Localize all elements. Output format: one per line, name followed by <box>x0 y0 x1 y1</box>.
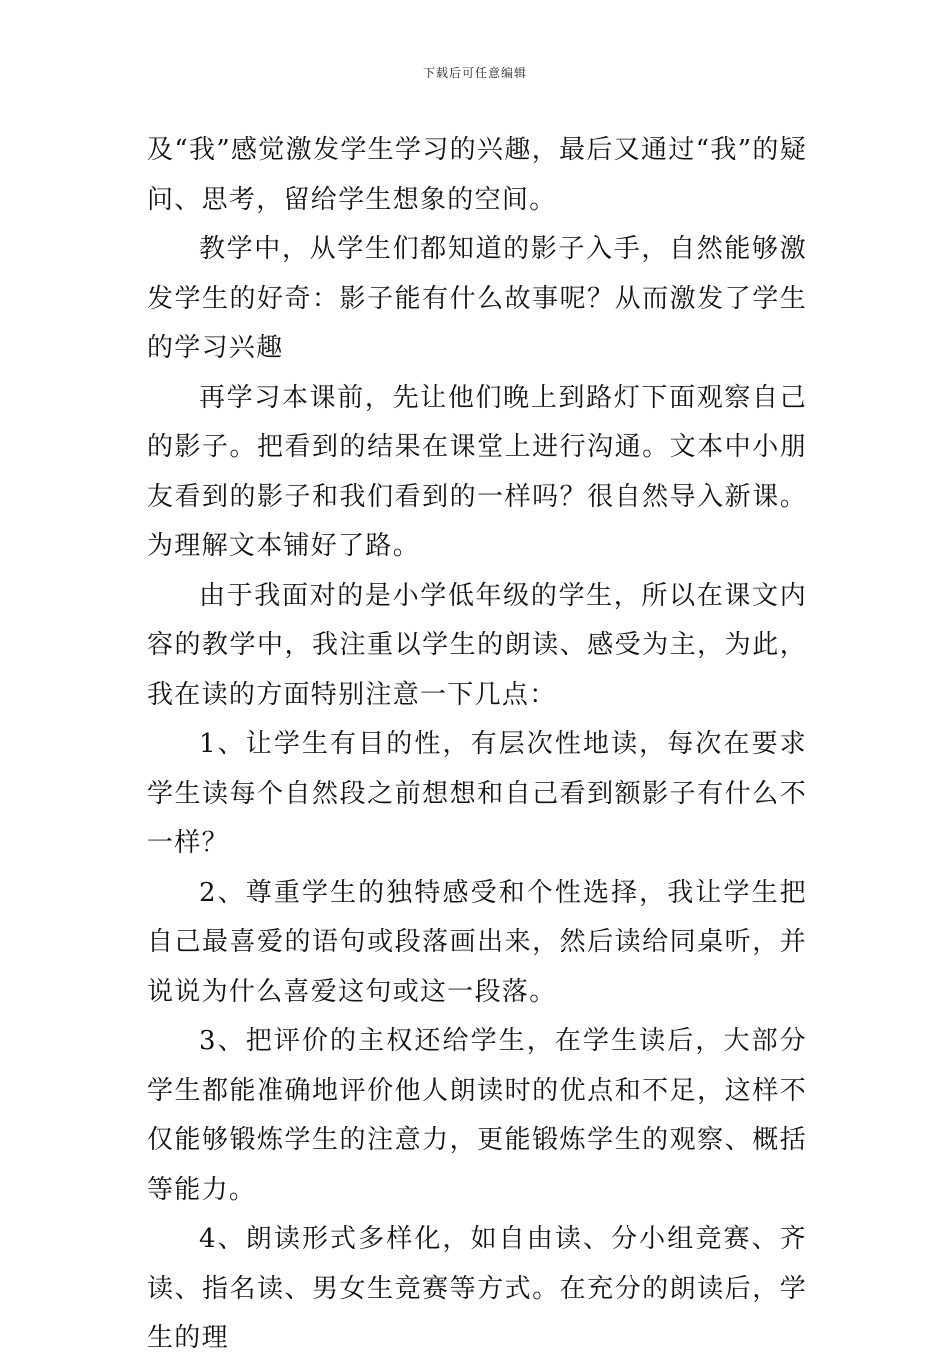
document-body <box>147 126 807 1364</box>
list-item-paragraph: 1、让学生有目的性，有层次性地读，每次在要求学生读每个自然段之前想想和自己看到额影子有什么不一样？ <box>147 729 807 858</box>
paragraph-continuation: 及“我”感觉激发学生学习的兴趣，最后又通过“我”的疑问、思考，留给学生想象的空间。 <box>147 135 807 215</box>
list-item-paragraph: 3、把评价的主权还给学生，在学生读后，大部分学生都能准确地评价他人朗读时的优点和不足，这样不仅能够锻炼学生的注意力，更能锻炼学生的观察、概括等能力。 <box>147 1026 807 1205</box>
list-item-paragraph: 2、尊重学生的独特感受和个性选择，我让学生把自己最喜爱的语句或段落画出来，然后读给同桌听，并说说为什么喜爱这句或这一段落。 <box>147 877 807 1007</box>
paragraph: 再学习本课前，先让他们晚上到路灯下面观察自己的影子。把看到的结果在课堂上进行沟通。文本中小朋友看到的影子和我们看到的一样吗？很自然导入新课。为理解文本铺好了路。 <box>147 382 807 561</box>
list-item-paragraph: 4、朗读形式多样化，如自由读、分小组竞赛、齐读、指名读、男女生竞赛等方式。在充分的朗读后，学生的理 <box>147 1224 807 1353</box>
page-header: 下载后可任意编辑 <box>422 66 527 80</box>
paragraph: 教学中，从学生们都知道的影子入手，自然能够激发学生的好奇：影子能有什么故事呢？从而激发了学生的学习兴趣 <box>147 234 807 363</box>
paragraph: 由于我面对的是小学低年级的学生，所以在课文内容的教学中，我注重以学生的朗读、感受为主，为此，我在读的方面特别注意一下几点： <box>147 580 807 710</box>
